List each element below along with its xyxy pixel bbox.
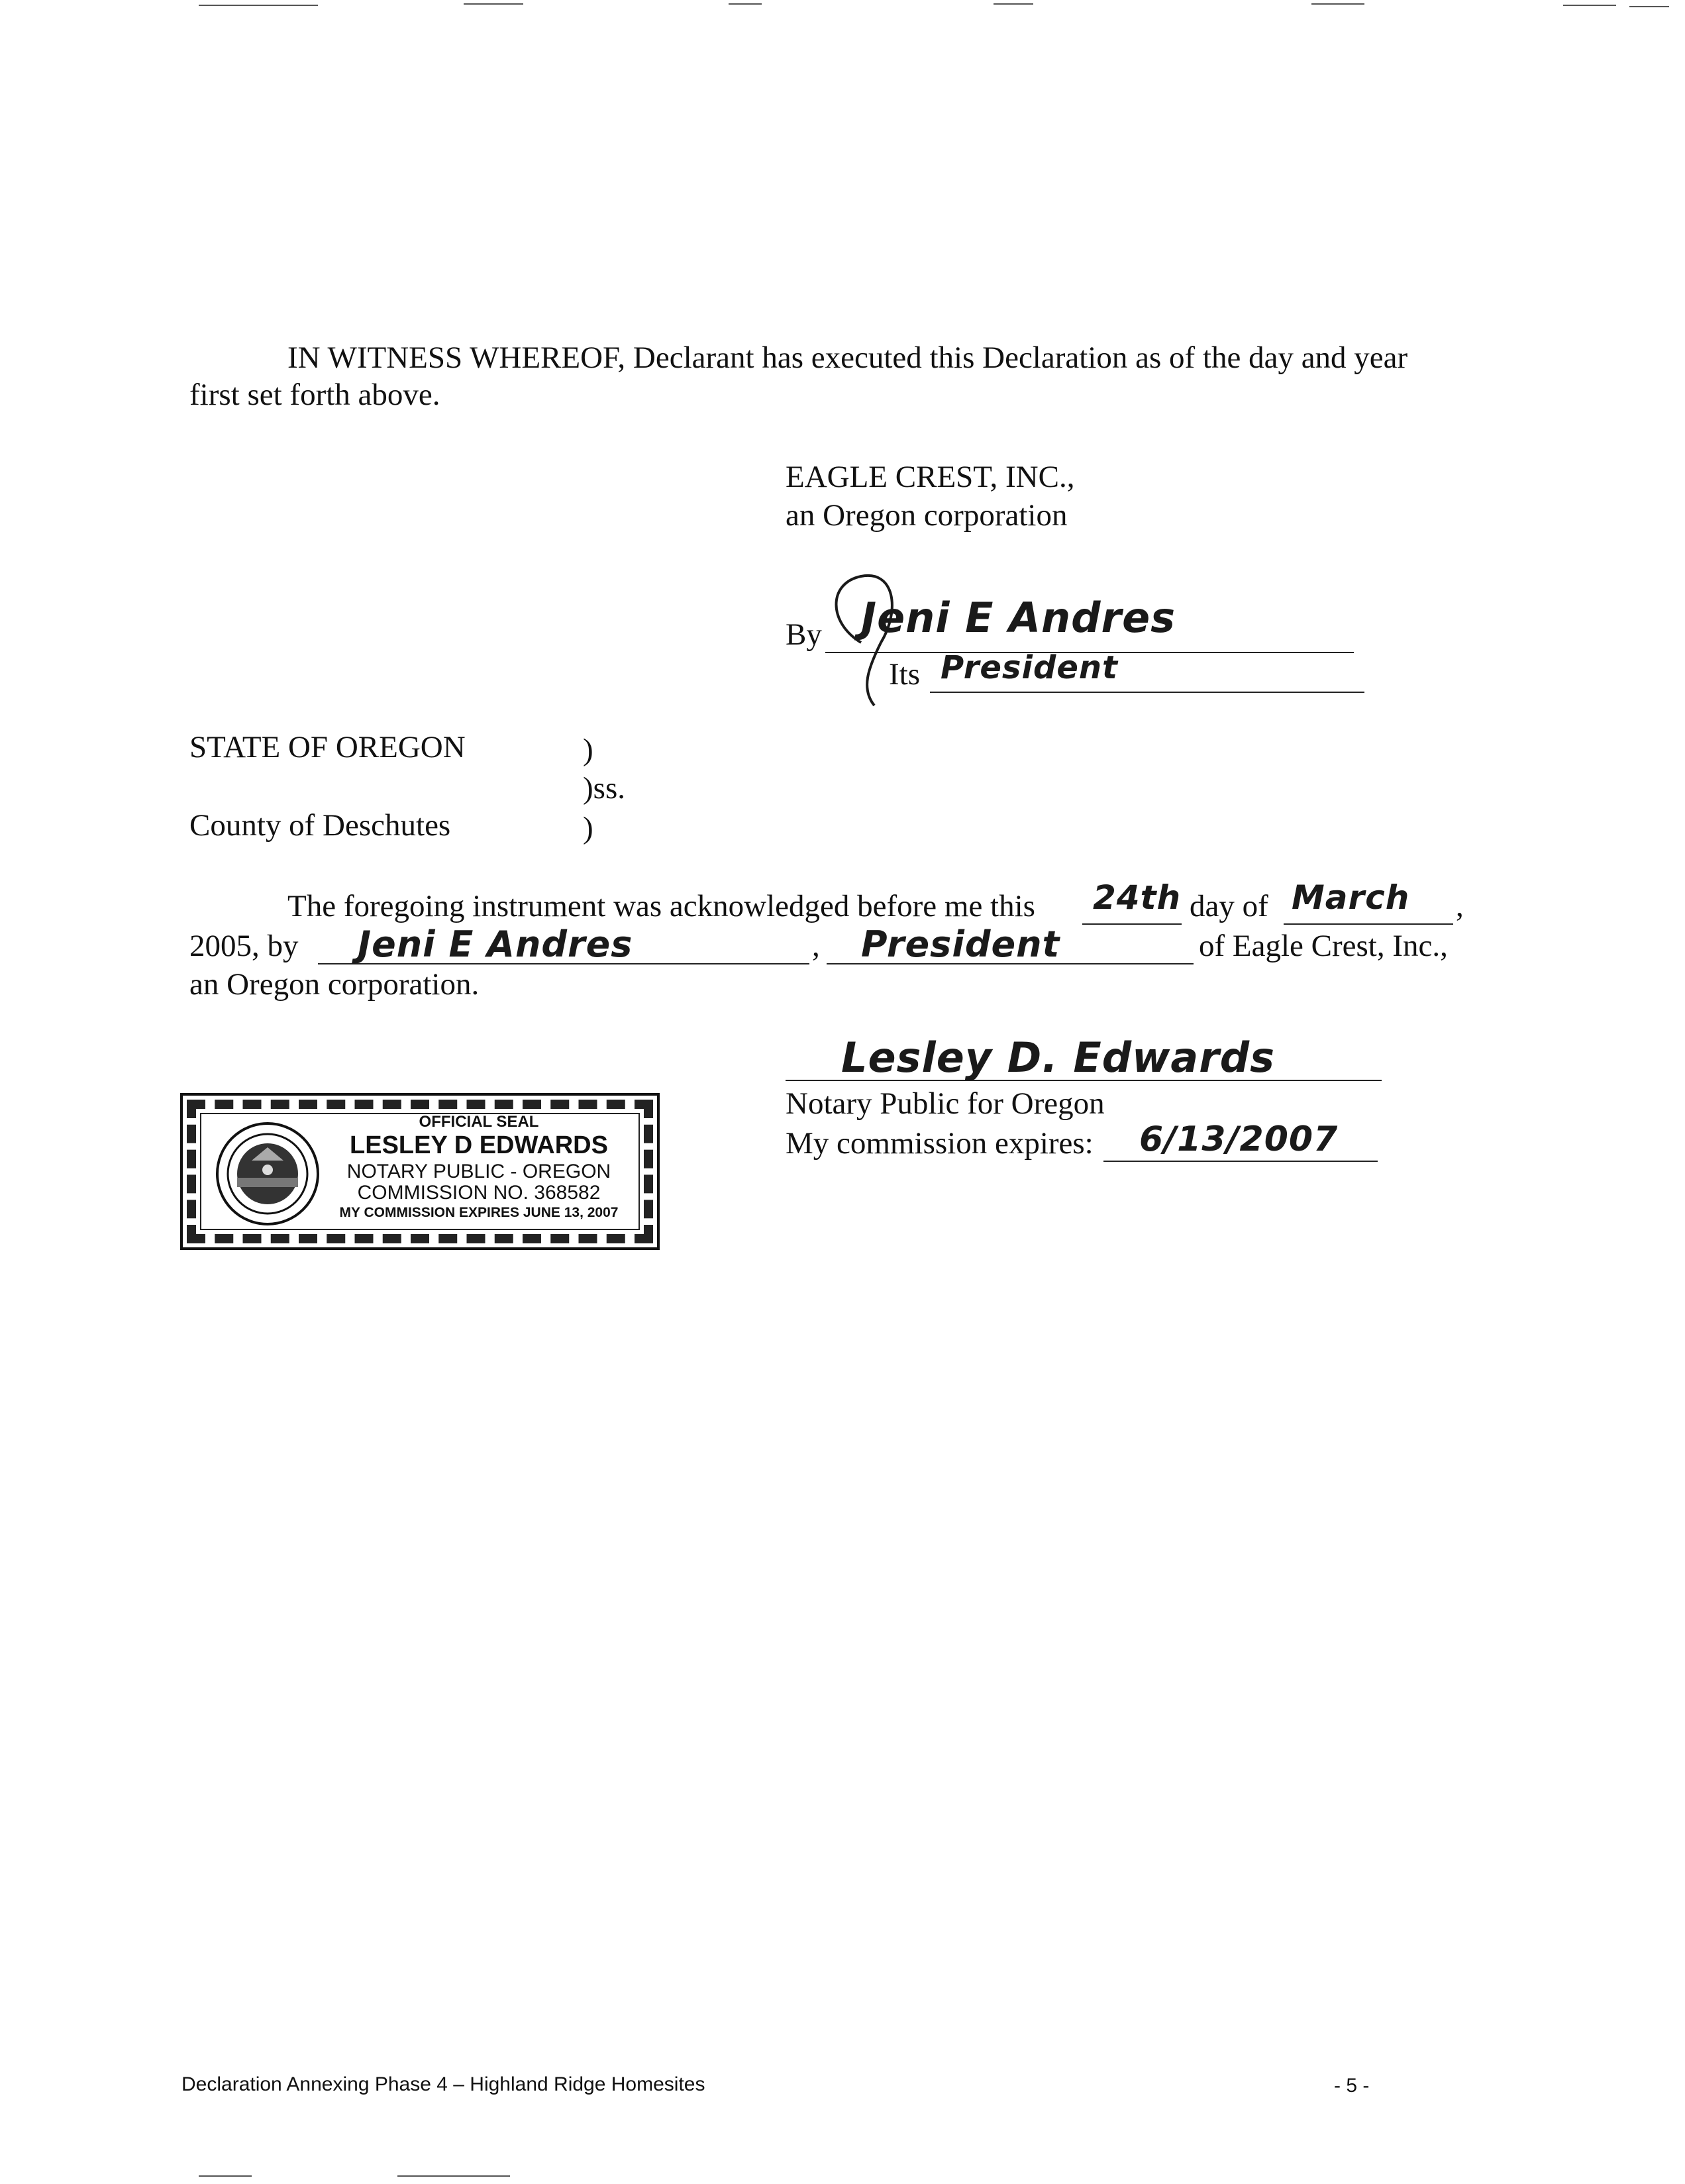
notary-seal (180, 1093, 660, 1250)
footer-title: Declaration Annexing Phase 4 – Highland Ridge Homesites (181, 2073, 705, 2095)
its-title: President (941, 649, 1118, 686)
its-label: Its (889, 657, 920, 692)
seal-line-3: MY COMMISSION EXPIRES JUNE 13, 2007 (339, 1205, 619, 1220)
president-signature: Jeni E Andres (861, 594, 1176, 642)
by-label: By (786, 617, 822, 652)
witness-line-1: IN WITNESS WHEREOF, Declarant has executed this Declaration as of the day and year (287, 340, 1408, 375)
page-number: - 5 - (1334, 2075, 1370, 2097)
company-type: an Oregon corporation (786, 498, 1068, 533)
notary-signature: Lesley D. Edwards (841, 1033, 1276, 1082)
oregon-state-seal-icon (215, 1121, 321, 1227)
venue-ss: )ss. (583, 771, 625, 806)
witness-line-2: first set forth above. (189, 378, 440, 412)
venue-paren-2: ) (583, 811, 593, 845)
ack-text-3: of Eagle Crest, Inc., (1199, 929, 1448, 963)
seal-line-2: COMMISSION NO. 368582 (357, 1182, 601, 1204)
company-name: EAGLE CREST, INC., (786, 460, 1075, 494)
venue-county: County of Deschutes (189, 808, 451, 843)
ack-name: Jeni E Andres (358, 923, 633, 965)
notary-expires-line (1103, 1161, 1378, 1162)
ack-text-2: day of (1190, 889, 1268, 923)
ack-line-3: an Oregon corporation. (189, 967, 480, 1002)
ack-month: March (1292, 878, 1410, 917)
scan-top-edge (0, 0, 1685, 13)
its-line (930, 692, 1364, 693)
ack-title: President (861, 923, 1060, 965)
seal-title: OFFICIAL SEAL (419, 1113, 539, 1131)
ack-day: 24th (1093, 878, 1182, 917)
ack-comma-2: , (812, 929, 820, 963)
venue-paren-1: ) (583, 733, 593, 767)
notary-label: Notary Public for Oregon (786, 1086, 1105, 1121)
notary-expires-value: 6/13/2007 (1139, 1119, 1339, 1159)
ack-month-line (1284, 923, 1453, 925)
seal-name: LESLEY D EDWARDS (350, 1131, 608, 1159)
ack-year-by: 2005, by (189, 929, 299, 963)
notary-expires-label: My commission expires: (786, 1126, 1094, 1161)
ack-day-line (1082, 923, 1182, 925)
scan-bottom-edge (0, 2171, 1685, 2184)
ack-comma-1: , (1456, 889, 1464, 923)
seal-line-1: NOTARY PUBLIC - OREGON (346, 1161, 611, 1182)
ack-text-1: The foregoing instrument was acknowledged before me this (287, 889, 1035, 923)
venue-state: STATE OF OREGON (189, 730, 466, 764)
